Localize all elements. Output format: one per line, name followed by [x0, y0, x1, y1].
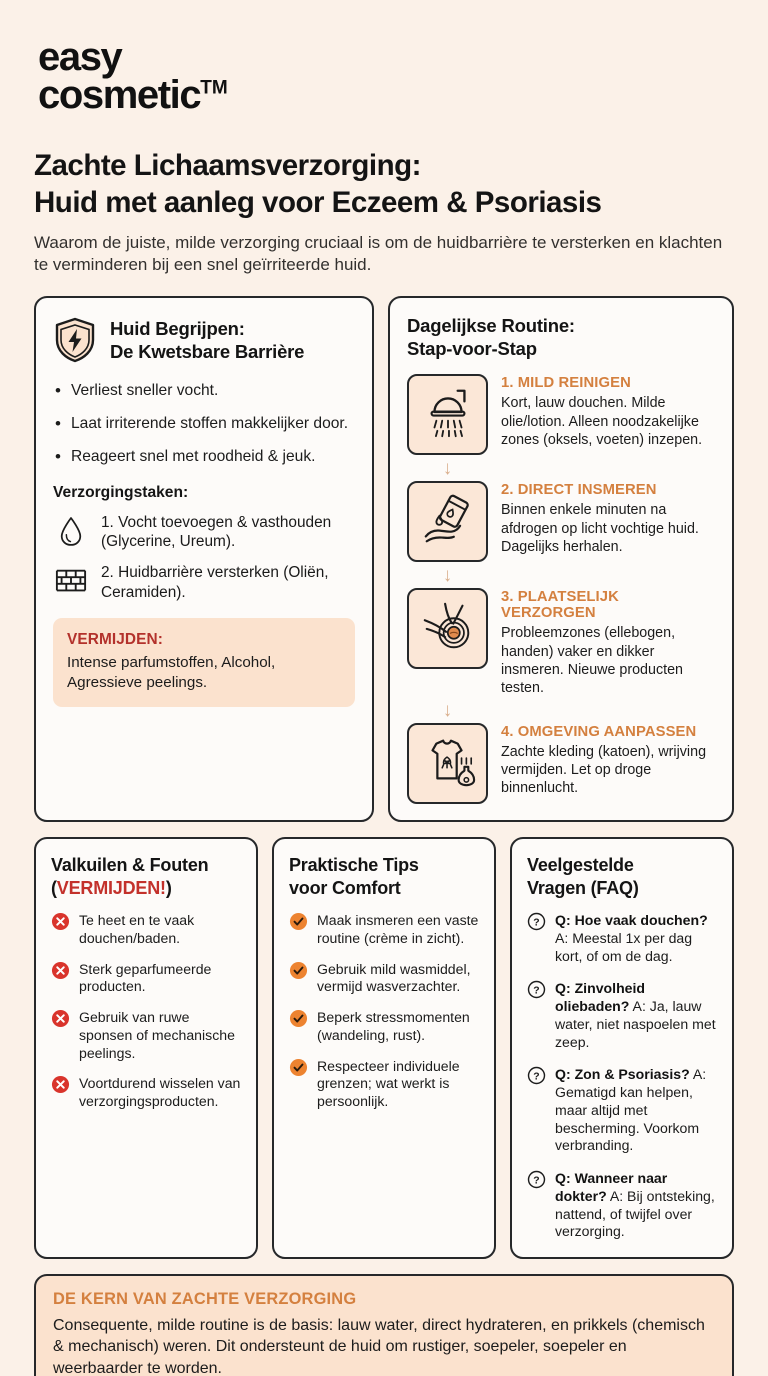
- routine-title-line-1: Dagelijkse Routine:: [407, 315, 575, 337]
- understand-header: [53, 314, 355, 364]
- pitfalls-title-line-1: Valkuilen & Fouten: [51, 855, 209, 876]
- routine-step: [407, 374, 715, 455]
- shield-bolt-icon: [53, 316, 97, 364]
- faq-answer: A: Gematigd kan helpen, maar altijd met bescherming. Voorkom verbranding.: [555, 1066, 707, 1154]
- list-item: [51, 1008, 242, 1062]
- pitfalls-title: [51, 854, 242, 899]
- list-item-text: Gebruik mild wasmiddel, vermijd wasverzachter.: [317, 960, 471, 995]
- faq-title-line-1: Veelgestelde: [527, 855, 634, 876]
- lotion-tube-hand-icon: [419, 490, 477, 553]
- list-item-text: Gebruik van ruwe sponsen of mechanische peelings.: [79, 1009, 235, 1061]
- routine-step: [407, 588, 715, 697]
- understand-title: [110, 317, 304, 363]
- faq-answer: A: Meestal 1x per dag kort, of om de dag.: [555, 929, 693, 964]
- routine-title-line-2: Stap-voor-Stap: [407, 338, 537, 360]
- list-item: • Laat irriterende stoffen makkelijker door.: [53, 414, 355, 434]
- check-circle-icon: [289, 961, 308, 980]
- footer-summary-box: [34, 1274, 734, 1376]
- routine-step-text: [501, 374, 715, 448]
- faq-question: Q: Wanneer naar dokter?: [555, 1170, 668, 1204]
- check-circle-icon: [289, 1009, 308, 1028]
- top-row: [34, 296, 734, 822]
- brand-logo: [34, 35, 734, 118]
- arrow-down-icon: ↓: [442, 699, 453, 721]
- understand-title-line-1: Huid Begrijpen:: [110, 318, 245, 340]
- routine-step-text: [501, 481, 715, 555]
- list-item: [289, 1008, 480, 1045]
- tips-list: [289, 911, 480, 1111]
- pitfalls-title-accent: VERMIJDEN!: [56, 877, 166, 898]
- list-item: [51, 960, 242, 997]
- page-title-line-1: Zachte Lichaamsverzorging:: [34, 148, 421, 182]
- care-task-text: 1. Vocht toevoegen & vasthouden (Glycerine, Ureum).: [101, 513, 332, 550]
- list-item: [289, 960, 480, 997]
- question-circle-icon: [527, 980, 546, 999]
- shower-head-icon: [419, 383, 477, 446]
- faq-answer: A: Bij ontsteking, nattend, of twijfel over verzorging.: [555, 1187, 715, 1240]
- cross-circle-icon: [51, 1075, 70, 1094]
- cross-circle-icon: [51, 961, 70, 980]
- pitfalls-list: [51, 911, 242, 1111]
- faq-question: Q: Zinvolheid oliebaden?: [555, 980, 646, 1015]
- care-tasks-heading: Verzorgingstaken:: [53, 483, 189, 501]
- card-practical-tips: [272, 837, 496, 1259]
- faq-item-text: [555, 1065, 718, 1155]
- list-item: [51, 911, 242, 948]
- list-item-text: Sterk geparfumeerde producten.: [79, 960, 212, 995]
- list-item: [289, 911, 480, 948]
- card-understand-skin: [34, 296, 374, 822]
- routine-step-label: 4. OMGEVING AANPASSEN: [501, 724, 697, 741]
- svg-text:?: ?: [533, 985, 540, 997]
- question-circle-icon: [527, 912, 546, 931]
- list-item: [527, 1065, 718, 1155]
- routine-step-desc: Probleemzones (ellebogen, handen) vaker en dikker insmeren. Nieuwe producten testen.: [501, 625, 683, 696]
- routine-step-icon-box: [407, 588, 488, 669]
- elbow-target-icon: [419, 597, 477, 660]
- middle-row: [34, 837, 734, 1259]
- arrow-down-icon: ↓: [442, 564, 453, 586]
- check-circle-icon: [289, 912, 308, 931]
- list-item-text: Respecteer individuele grenzen; wat werkt is persoonlijk.: [317, 1057, 460, 1110]
- droplet-icon: [53, 512, 89, 550]
- list-item-text: Beperk stressmomenten (wandeling, rust).: [317, 1009, 470, 1043]
- card-daily-routine: [388, 296, 734, 822]
- arrow-down-icon: ↓: [442, 457, 453, 479]
- check-circle-icon: [289, 1058, 308, 1077]
- svg-text:?: ?: [533, 1175, 540, 1187]
- care-task-item: [53, 562, 355, 602]
- faq-item-text: [555, 979, 718, 1051]
- svg-text:?: ?: [533, 1071, 540, 1083]
- list-item: [527, 1169, 718, 1241]
- tips-title: [289, 854, 480, 899]
- understand-column: [34, 296, 374, 822]
- list-item: [289, 1057, 480, 1111]
- trademark-mark: TM: [200, 78, 228, 100]
- routine-step-label: 2. DIRECT INSMEREN: [501, 482, 657, 499]
- faq-question: Q: Hoe vaak douchen?: [555, 912, 708, 929]
- cross-circle-icon: [51, 1009, 70, 1028]
- routine-step-icon-box: [407, 374, 488, 455]
- page-subtitle: Waarom de juiste, milde verzorging cruciaal is om de huidbarrière te versterken en klachten te verminderen bij een snel geïrriteerde huid.: [34, 232, 723, 275]
- cross-circle-icon: [51, 912, 70, 931]
- list-item-text: Voortdurend wisselen van verzorgingsproducten.: [79, 1075, 241, 1110]
- footer-title: DE KERN VAN ZACHTE VERZORGING: [53, 1290, 357, 1309]
- routine-step-desc: Binnen enkele minuten na afdrogen op licht vochtige huid. Dagelijks herhalen.: [501, 502, 699, 555]
- routine-step-icon-box: [407, 481, 488, 562]
- routine-step-label: 3. PLAATSELIJK VERZORGEN: [501, 589, 619, 622]
- routine-step: [407, 723, 715, 804]
- card-faq: [510, 837, 734, 1259]
- faq-title-line-2: Vragen (FAQ): [527, 877, 639, 898]
- faq-question: Q: Zon & Psoriasis?: [555, 1066, 690, 1083]
- card-pitfalls: [34, 837, 258, 1259]
- list-item: [51, 1074, 242, 1111]
- list-item: • Verliest sneller vocht.: [53, 381, 355, 401]
- routine-step-desc: Kort, lauw douchen. Milde olie/lotion. Alleen noodzakelijke zones (oksels, voeten) inzepen.: [501, 395, 703, 448]
- routine-step-text: [501, 588, 715, 697]
- svg-text:?: ?: [533, 917, 540, 929]
- list-item: [527, 979, 718, 1051]
- question-circle-icon: [527, 1170, 546, 1189]
- page-title-line-2: Huid met aanleg voor Eczeem & Psoriasis: [34, 186, 602, 220]
- pitfalls-paren-close: ): [165, 877, 172, 898]
- understand-title-line-2: De Kwetsbare Barrière: [110, 341, 305, 363]
- tips-title-line-2: voor Comfort: [289, 877, 401, 898]
- brick-wall-icon: [53, 562, 89, 600]
- faq-answer: A: Ja, lauw water, niet naspoelen met zeep.: [555, 998, 716, 1050]
- understand-bullet-list: [53, 381, 355, 467]
- routine-step-label: 1. MILD REINIGEN: [501, 375, 631, 392]
- routine-step-icon-box: [407, 723, 488, 804]
- tshirt-humidifier-icon: [419, 732, 477, 795]
- footer-body: Consequente, milde routine is de basis: lauw water, direct hydrateren, en prikkels (chemisch & mechanisch) weren. Dit ondersteunt de huid om rustiger, soepeler, soepeler en weerbaarder te worden.: [53, 1317, 705, 1376]
- avoid-callout-title: VERMIJDEN:: [67, 631, 163, 649]
- list-item-text: Maak insmeren een vaste routine (crème in zicht).: [317, 912, 479, 946]
- faq-item-text: [555, 911, 718, 965]
- routine-column: [388, 296, 734, 822]
- tips-title-line-1: Praktische Tips: [289, 855, 419, 876]
- faq-item-text: [555, 1169, 718, 1241]
- brand-line-1: easy: [38, 35, 122, 79]
- avoid-callout: [53, 618, 355, 707]
- care-task-text: 2. Huidbarrière versterken (Oliën, Ceramiden).: [101, 564, 329, 601]
- list-item: [527, 911, 718, 965]
- pitfalls-paren-open: (: [51, 877, 57, 898]
- page-title: [34, 147, 734, 222]
- list-item: • Reageert snel met roodheid & jeuk.: [53, 447, 355, 467]
- faq-list: [527, 911, 718, 1241]
- avoid-callout-body: Intense parfumstoffen, Alcohol, Agressieve peelings.: [67, 654, 276, 692]
- routine-step-desc: Zachte kleding (katoen), wrijving vermijden. Let op droge binnenlucht.: [501, 744, 707, 797]
- faq-title: [527, 854, 718, 899]
- routine-title: [407, 314, 715, 360]
- brand-line-2: cosmetic: [38, 73, 201, 118]
- routine-step-text: [501, 723, 715, 797]
- question-circle-icon: [527, 1066, 546, 1085]
- routine-step: [407, 481, 715, 562]
- list-item-text: Te heet en te vaak douchen/baden.: [79, 912, 195, 946]
- care-task-item: [53, 512, 355, 552]
